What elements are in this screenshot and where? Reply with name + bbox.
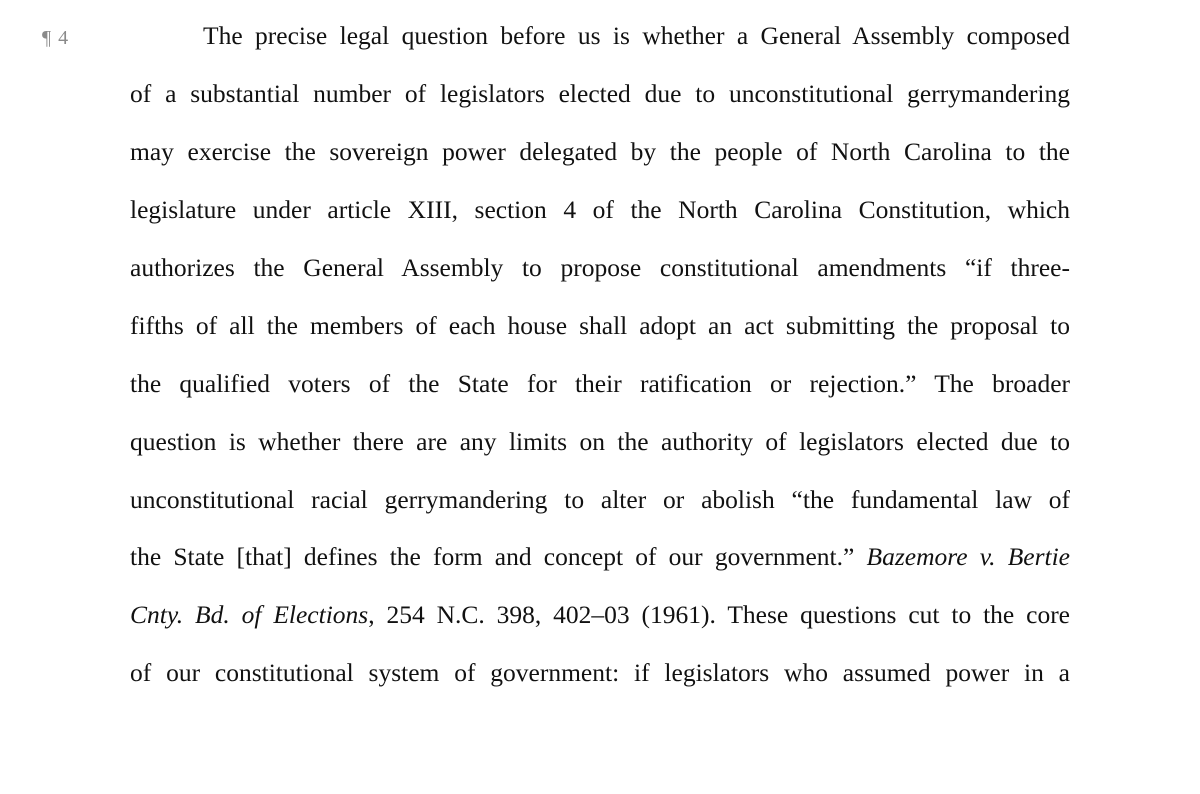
text-line-11-plain: , 254 N.C. 398, 402–03 (1961). These questions cut to the core [368,600,1071,629]
text-line-11 [130,595,1070,635]
text-line-5: authorizes the General Assembly to propose constitutional amendments “if three- [130,253,1070,282]
text-line-6: fifths of all the members of each house shall adopt an act submitting the proposal to [130,311,1070,340]
case-citation-name-part-2: Cnty. Bd. of Elections [130,600,369,629]
text-line-10-plain: the State [that] defines the form and concept of our government.” [130,542,855,571]
text-line-8: question is whether there are any limits on the authority of legislators elected due to [130,427,1070,456]
text-line-9: unconstitutional racial gerrymandering to alter or abolish “the fundamental law of [130,485,1070,514]
text-line-1: The precise legal question before us is whether a General Assembly composed [203,21,1070,50]
text-line-12: of our constitutional system of government: if legislators who assumed power in a [130,658,1070,687]
paragraph-number: ¶ 4 [42,27,70,49]
case-citation-name-part-1: Bazemore v. Bertie [866,542,1071,571]
text-line-10 [130,537,1070,577]
text-line-3: may exercise the sovereign power delegated by the people of North Carolina to the [130,137,1070,166]
text-line-4: legislature under article XIII, section 4 of the North Carolina Constitution, which [130,195,1070,224]
text-line-2: of a substantial number of legislators elected due to unconstitutional gerrymandering [130,79,1070,108]
text-line-7: the qualified voters of the State for their ratification or rejection.” The broader [130,369,1070,398]
